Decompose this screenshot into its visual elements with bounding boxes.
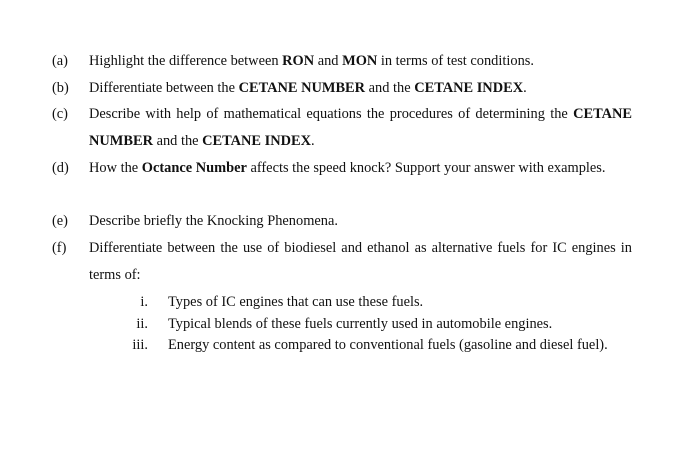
question-text	[89, 208, 632, 235]
question-d	[52, 155, 632, 182]
bold-term: CETANE INDEX	[202, 132, 312, 149]
subitem-number: i.	[140, 294, 148, 310]
text-run: Differentiate between the use of biodiesel and ethanol as alternative fuels for IC engines in terms of:	[89, 240, 632, 283]
subitem-text: Typical blends of these fuels currently used in automobile engines.	[168, 316, 553, 332]
question-text	[89, 75, 632, 102]
question-a	[52, 48, 632, 75]
bold-term: CETANE NUMBER	[89, 106, 632, 149]
question-e	[52, 208, 632, 235]
subitem-number: ii.	[136, 316, 148, 332]
subitem-i	[110, 292, 630, 313]
question-text	[89, 48, 632, 75]
text-run: Differentiate between the	[89, 80, 239, 96]
bold-term: CETANE INDEX	[414, 80, 524, 96]
text-run: .	[311, 132, 315, 149]
question-label: (c)	[52, 106, 68, 122]
question-text	[89, 155, 632, 182]
bold-term: Octance Number	[141, 160, 247, 176]
text-run: How the	[89, 160, 142, 176]
text-run: and the	[365, 80, 415, 96]
subitem-number: iii.	[132, 337, 148, 353]
question-label: (a)	[52, 53, 68, 69]
question-c	[52, 101, 632, 154]
subitem-text: Types of IC engines that can use these fuels.	[168, 294, 424, 310]
text-run: affects the speed knock? Support your answer with examples.	[246, 160, 606, 176]
text-run: Highlight the difference between	[89, 53, 283, 69]
text-run: Describe briefly the Knocking Phenomena.	[89, 213, 338, 229]
question-text	[89, 101, 632, 154]
subitem-iii	[110, 335, 630, 356]
question-label: (e)	[52, 213, 68, 229]
subitem-text: Energy content as compared to conventional fuels (gasoline and diesel fuel).	[168, 337, 608, 353]
text-run: in terms of test conditions.	[377, 53, 534, 69]
question-f	[52, 235, 632, 288]
text-run: and	[314, 53, 343, 69]
question-label: (b)	[52, 80, 69, 96]
question-label: (d)	[52, 160, 69, 176]
text-run: Describe with help of mathematical equations the procedures of determining the	[89, 106, 574, 122]
bold-term: RON	[282, 53, 315, 69]
text-run: .	[523, 80, 527, 96]
text-run: and the	[152, 132, 203, 149]
question-text	[89, 235, 632, 288]
question-b	[52, 75, 632, 102]
bold-term: MON	[342, 53, 378, 69]
bold-term: CETANE NUMBER	[238, 80, 366, 96]
subitem-ii	[110, 314, 630, 335]
question-label: (f)	[52, 240, 67, 256]
